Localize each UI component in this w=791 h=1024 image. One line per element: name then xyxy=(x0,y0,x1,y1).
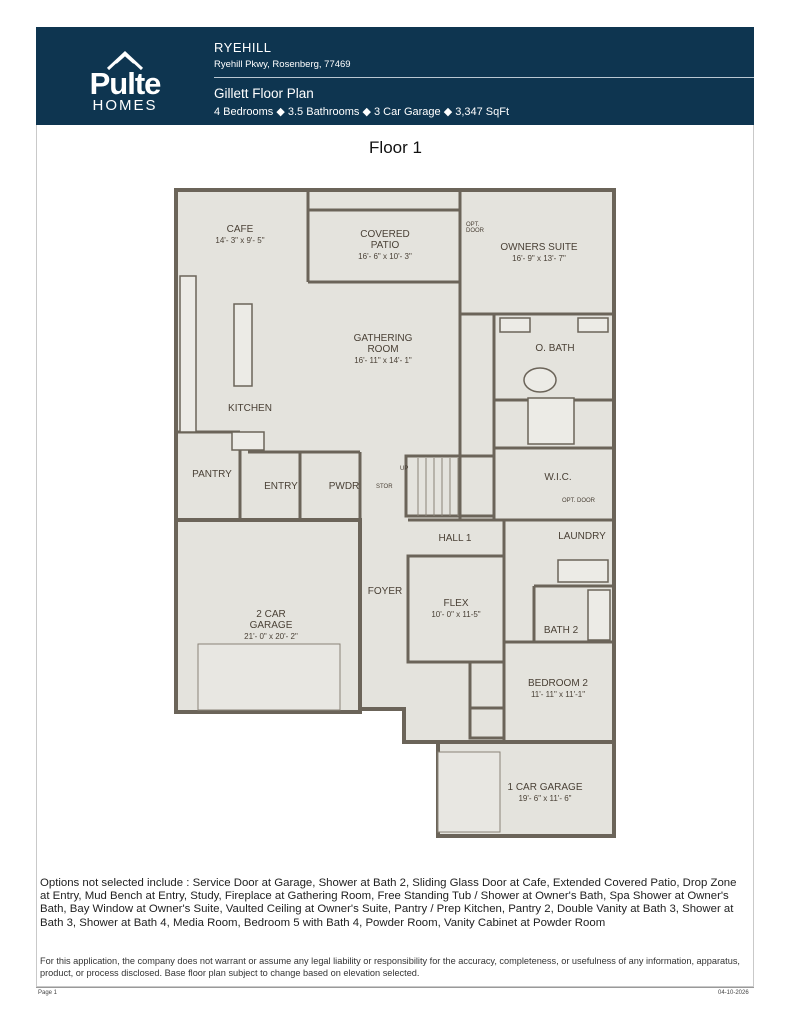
room-foyer-name: FOYER xyxy=(367,586,403,597)
room-bedroom2-name: BEDROOM 2 xyxy=(527,678,588,689)
room-garage-2car-name: 2 CAR GARAGE xyxy=(249,609,293,631)
room-pantry-name: PANTRY xyxy=(192,469,232,480)
room-garage-2car xyxy=(226,598,316,653)
room-hall1 xyxy=(430,533,480,544)
room-garage-2car-dim: 21'- 0" x 20'- 2" xyxy=(244,632,298,641)
room-gathering-name: GATHERING ROOM xyxy=(353,333,413,355)
room-flex-dim: 10'- 0" x 11-5" xyxy=(431,610,481,619)
room-laundry xyxy=(552,531,612,542)
brand-subtitle: HOMES xyxy=(92,97,158,114)
floor-plan xyxy=(170,186,620,846)
room-bedroom2 xyxy=(516,678,600,700)
room-entry-name: ENTRY xyxy=(264,481,298,492)
garage-door-1car xyxy=(438,752,500,832)
room-patio xyxy=(345,218,425,273)
room-hall1-name: HALL 1 xyxy=(438,533,472,544)
pulte-homes-logo xyxy=(80,49,170,119)
plan-specs: 4 Bedrooms ◆ 3.5 Bathrooms ◆ 3 Car Garage ◆ 3,347 SqFt xyxy=(214,106,510,118)
room-owners-suite-name: OWNERS SUITE xyxy=(500,242,578,253)
disclaimer: For this application, the company does not warrant or assume any legal liability or responsibility for the accuracy, completeness, or usefulness of any information, apparatus, product, or process disclosed. Base floor plan subject to change based on elevation selected. xyxy=(40,956,740,979)
room-flex xyxy=(420,598,492,620)
floor-title: Floor 1 xyxy=(369,138,422,157)
room-patio-dim: 16'- 6" x 10'- 3" xyxy=(358,252,412,261)
room-foyer xyxy=(364,586,406,597)
print-date: 04-10-2026 xyxy=(718,990,749,996)
brand-name: Pulte xyxy=(89,66,161,101)
community-name: RYEHILL xyxy=(214,40,272,55)
header-divider xyxy=(214,77,754,78)
room-o-bath xyxy=(520,343,590,354)
room-o-bath-name: O. BATH xyxy=(535,343,575,354)
opt-door-top-label: OPT. DOOR xyxy=(466,222,484,234)
room-bath2-name: BATH 2 xyxy=(543,625,579,636)
room-laundry-name: LAUNDRY xyxy=(558,531,606,542)
room-cafe-name: CAFE xyxy=(226,224,254,235)
options-note: Options not selected include : Service Door at Garage, Shower at Bath 2, Sliding Glass Door at Cafe, Extended Covered Patio, Drop Zone at Entry, Mud Bench at Entry, Study, Fireplace at Gathering Room, Free Standing Tub / Shower at Owner's Bath, Spa Shower at Owner's Bath, Bay Window at Owner's Suite, Vaulted Ceiling at Owner's Suite, Pantry / Prep Kitchen, Pantry 2, Double Vanity at Bath 3, Shower at Bath 3, Shower at Bath 4, Media Room, Bedroom 5 with Bath 4, Powder Room, Vanity Cabinet at Powder Room xyxy=(40,877,737,929)
room-garage-1car xyxy=(500,782,590,804)
page-number: Page 1 xyxy=(38,990,58,996)
room-cafe xyxy=(200,224,280,246)
house-outline xyxy=(176,190,614,836)
room-garage-1car-name: 1 CAR GARAGE xyxy=(507,782,583,793)
room-kitchen xyxy=(220,403,280,414)
room-gathering-dim: 16'- 11" x 14'- 1" xyxy=(354,356,412,365)
community-address: Ryehill Pkwy, Rosenberg, 77469 xyxy=(214,59,351,70)
room-pwdr-name: PWDR xyxy=(328,481,360,492)
room-owners-suite-dim: 16'- 9" x 13'- 7" xyxy=(512,254,566,263)
room-kitchen-name: KITCHEN xyxy=(228,403,272,414)
room-wic xyxy=(530,472,586,483)
garage-door-2car xyxy=(198,644,340,710)
room-bedroom2-dim: 11'- 11" x 11'-1" xyxy=(530,690,586,699)
room-gathering xyxy=(338,322,428,377)
room-bath2 xyxy=(538,625,584,636)
room-garage-1car-dim: 19'- 6" x 11'- 6" xyxy=(518,794,572,803)
room-cafe-dim: 14'- 3" x 9'- 5" xyxy=(215,236,265,245)
room-patio-name: COVERED PATIO xyxy=(360,229,410,251)
opt-door-wic-label: OPT. DOOR xyxy=(562,498,596,504)
room-entry xyxy=(258,481,304,492)
footer-divider xyxy=(36,987,754,988)
header-banner xyxy=(36,27,754,125)
room-flex-name: FLEX xyxy=(443,598,469,609)
plan-name: Gillett Floor Plan xyxy=(214,86,314,101)
storage-label: STOR xyxy=(376,484,393,490)
stairs-up-label: UP xyxy=(400,466,409,472)
room-pwdr xyxy=(324,481,364,492)
room-pantry xyxy=(186,469,238,480)
room-wic-name: W.I.C. xyxy=(544,472,572,483)
room-owners-suite xyxy=(494,242,584,264)
